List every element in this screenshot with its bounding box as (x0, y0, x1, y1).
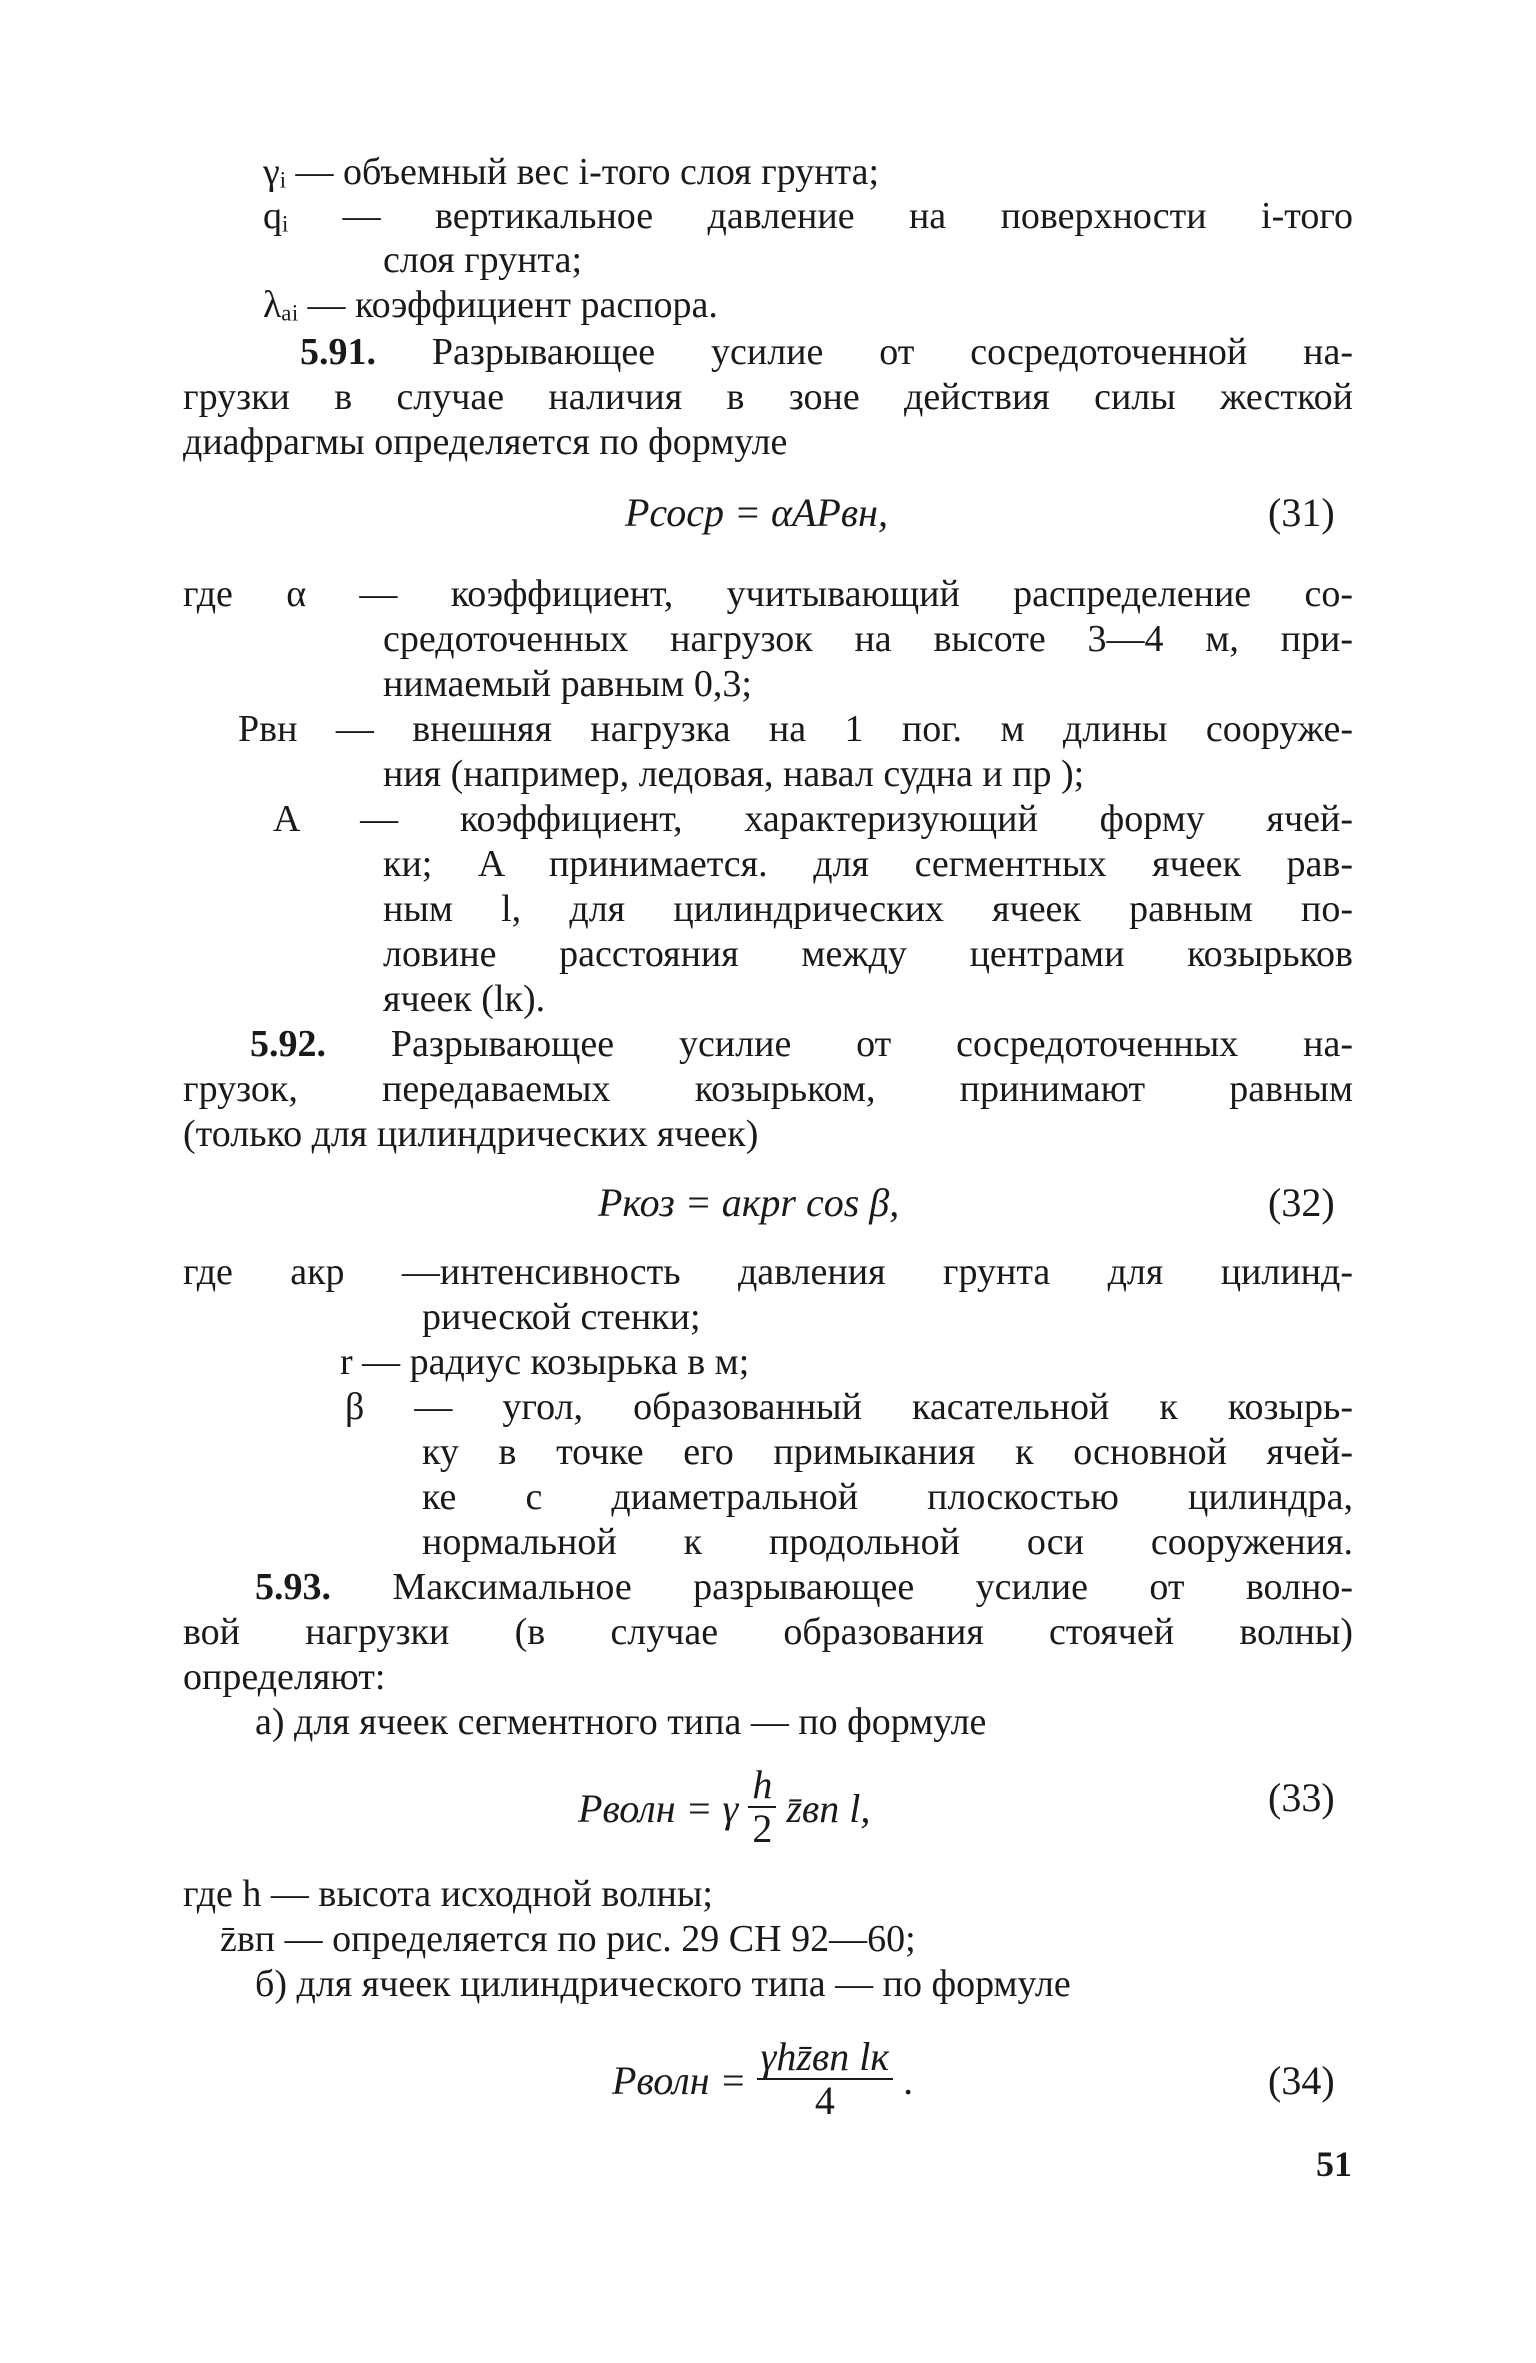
where-a-line2: ки; A принимается. для сегментных ячеек рав- (383, 843, 1353, 885)
where-pvn-line2: ния (например, ледовая, навал судна и пр ); (383, 753, 1085, 795)
where-beta-line2: ку в точке его примыкания к основной ячей- (422, 1431, 1353, 1473)
para-593-item-a: а) для ячеек сегментного типа — по формуле (255, 1701, 987, 1743)
where-akr-line1: где aкр —интенсивность давления грунта для цилинд- (183, 1251, 1353, 1293)
para-592-line3: (только для цилиндрических ячеек) (183, 1113, 759, 1155)
where-r: r — радиус козырька в м; (340, 1341, 750, 1383)
where-alpha-line2: средоточенных нагрузок на высоте 3—4 м, при- (383, 618, 1353, 660)
para-591-line1: 5.91. Разрывающее усилие от сосредоточенной на- (300, 331, 1353, 373)
para-592-line2: грузок, передаваемых козырьком, принимают равным (183, 1068, 1353, 1110)
where-alpha-line3: нимаемый равным 0,3; (383, 663, 752, 705)
formula-33: Pволн = γ $\frac{h}{2}$ z̄вп l, (578, 1762, 871, 1851)
equation-number-32: (32) (1268, 1180, 1335, 1225)
page-number: 51 (1316, 2144, 1352, 2184)
formula-34-fraction: $\frac{\text{γhz̄вп lк}}{4}$ (757, 2036, 894, 2122)
equation-number-31: (31) (1268, 490, 1335, 535)
where-zvp: z̄вп — определяется по рис. 29 СН 92—60; (220, 1918, 916, 1960)
def-q-line1: qᵢ — вертикальное давление на поверхности i-того (263, 195, 1353, 237)
para-593-line1: 5.93. Максимальное разрывающее усилие от волно- (255, 1566, 1354, 1608)
where-beta-line4: нормальной к продольной оси сооружения. (422, 1521, 1353, 1563)
formula-31: Pсоср = αAPвн, (625, 490, 889, 535)
def-gamma: γᵢ — объемный вес i-того слоя грунта; (263, 151, 880, 193)
where-a-line3: ным l, для цилиндрических ячеек равным по- (383, 888, 1353, 930)
para-592-number: 5.92. (250, 1023, 326, 1065)
where-h: где h — высота исходной волны; (183, 1873, 713, 1915)
para-593-line2: вой нагрузки (в случае образования стоячей волны) (183, 1611, 1353, 1653)
formula-33-fraction: $\frac{h}{2}$ (748, 1764, 776, 1850)
para-591-number: 5.91. (300, 331, 376, 373)
equation-number-33: (33) (1268, 1775, 1335, 1820)
where-a-line4: ловине расстояния между центрами козырьков (383, 933, 1353, 975)
where-a-line5: ячеек (lк). (383, 978, 546, 1020)
para-591-line3: диафрагмы определяется по формуле (183, 421, 788, 463)
where-a-line1: A — коэффициент, характеризующий форму ячей- (273, 798, 1353, 840)
where-pvn-line1: Pвн — внешняя нагрузка на 1 пог. м длины сооруже- (238, 708, 1353, 750)
def-lambda: λₐᵢ — коэффициент распора. (263, 284, 718, 326)
equation-number-34: (34) (1268, 2058, 1335, 2103)
where-beta-line1: β — угол, образованный касательной к козырь- (345, 1386, 1353, 1428)
formula-32: Pкоз = aкрr cos β, (598, 1180, 900, 1225)
para-593-item-b: б) для ячеек цилиндрического типа — по формуле (255, 1963, 1071, 2005)
where-beta-line3: ке с диаметральной плоскостью цилиндра, (422, 1476, 1353, 1518)
formula-34: Pволн = $\frac{\text{γhz̄вп lк}}{4}$ . (612, 2034, 914, 2123)
where-alpha-line1: где α — коэффициент, учитывающий распределение со- (183, 573, 1353, 615)
def-q-line2: слоя грунта; (383, 239, 582, 281)
para-592-line1: 5.92. Разрывающее усилие от сосредоточенных на- (250, 1023, 1353, 1065)
where-akr-line2: рической стенки; (422, 1296, 701, 1338)
para-593-number: 5.93. (255, 1566, 331, 1608)
para-593-line3: определяют: (183, 1656, 386, 1698)
para-591-line2: грузки в случае наличия в зоне действия силы жесткой (183, 376, 1353, 418)
